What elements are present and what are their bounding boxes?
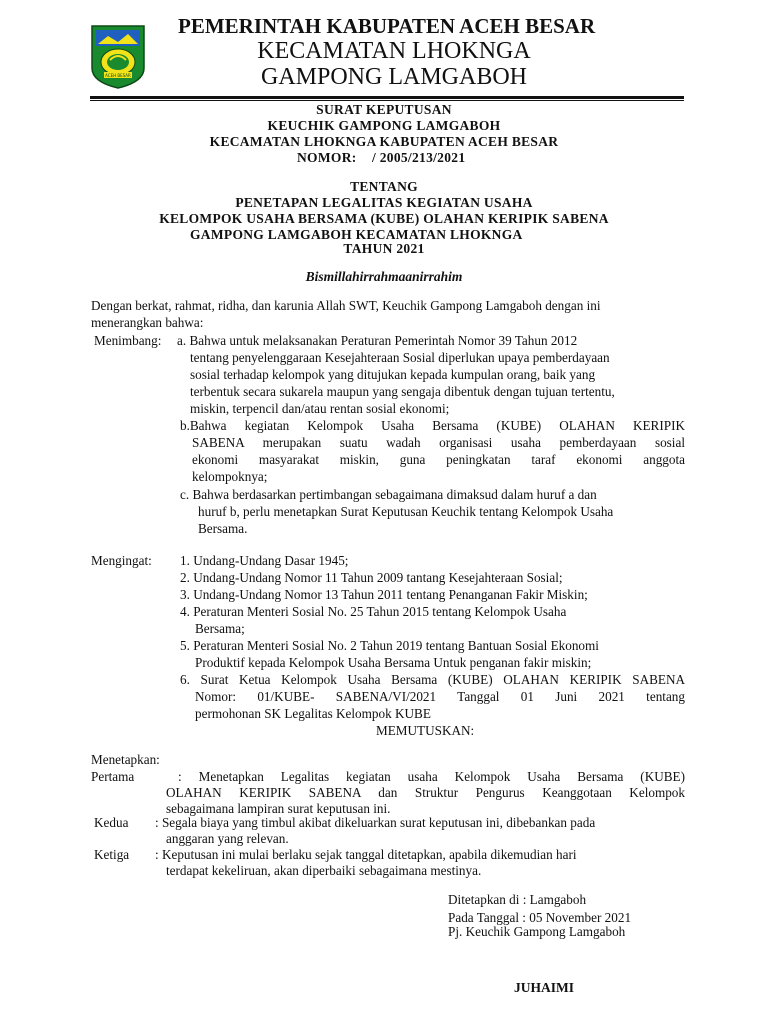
bismillah: Bismillahirrahmaanirrahim (305, 269, 463, 284)
pertama-line: : Menetapkan Legalitas kegiatan usaha Kelompok Usaha Bersama (KUBE) (178, 769, 685, 784)
mengingat-item: Produktif kepada Kelompok Usaha Bersama Untuk penganan fakir miskin; (195, 655, 592, 670)
header-rule-thick (90, 96, 684, 99)
subject-line-4: TAHUN 2021 (343, 241, 425, 256)
menimbang-a-line: sosial terhadap kelompok yang ditujukan kepada kumpulan orang, baik yang (190, 367, 596, 382)
kedua-line: anggaran yang relevan. (166, 831, 289, 846)
intro-line-2: menerangkan bahwa: (91, 315, 204, 330)
mengingat-item: Bersama; (195, 621, 245, 636)
nomor-label: NOMOR: (297, 150, 357, 165)
pertama-label: Pertama (91, 769, 135, 784)
svg-text:ACEH BESAR: ACEH BESAR (105, 73, 131, 78)
title-surat-keputusan: SURAT KEPUTUSAN (316, 102, 452, 117)
title-keuchik: KEUCHIK GAMPONG LAMGABOH (267, 118, 501, 133)
menimbang-b-line: SABENA merupakan suatu wadah organisasi usaha pemberdayaan sosial (192, 435, 685, 450)
signatory-title: Pj. Keuchik Gampong Lamgaboh (448, 924, 626, 939)
menimbang-c-line: Bersama. (198, 521, 248, 536)
menimbang-a-line: tentang penyelenggaraan Kesejahteraan Sosial diperlukan upaya pemberdayaan (190, 350, 610, 365)
ketiga-line: terdapat kekeliruan, akan diperbaiki sebagaimana mestinya. (166, 863, 482, 878)
header-rule-thin (90, 100, 684, 101)
subject-line-3: GAMPONG LAMGABOH KECAMATAN LHOKNGA (190, 227, 523, 242)
intro-line-1: Dengan berkat, rahmat, ridha, dan karunia Allah SWT, Keuchik Gampong Lamgaboh dengan ini (91, 298, 601, 313)
mengingat-item: 6. Surat Ketua Kelompok Usaha Bersama (KUBE) OLAHAN KERIPIK SABENA (180, 672, 685, 687)
menetapkan-label: Menetapkan: (91, 752, 160, 767)
kedua-label: Kedua (94, 815, 129, 830)
mengingat-item: 2. Undang-Undang Nomor 11 Tahun 2009 tantang Kesejahteraan Sosial; (180, 570, 563, 585)
menimbang-a-line: miskin, terpencil dan/atau rentan sosial ekonomi; (190, 401, 450, 416)
nomor-value: / 2005/213/2021 (372, 150, 466, 165)
pada-tanggal: Pada Tanggal : 05 November 2021 (448, 910, 632, 925)
ketiga-line: : Keputusan ini mulai berlaku sejak tanggal ditetapkan, apabila dikemudian hari (155, 847, 577, 862)
memutuskan-heading: MEMUTUSKAN: (376, 723, 475, 738)
menimbang-c-line: c. Bahwa berdasarkan pertimbangan sebagaimana dimaksud dalam huruf a dan (180, 487, 597, 502)
subject-line-1: PENETAPAN LEGALITAS KEGIATAN USAHA (235, 195, 533, 210)
menimbang-c-line: huruf b, perlu menetapkan Surat Keputusan Keuchik tentang Kelompok Usaha (198, 504, 614, 519)
title-kecamatan: KECAMATAN LHOKNGA KABUPATEN ACEH BESAR (209, 134, 559, 149)
kedua-line: : Segala biaya yang timbul akibat dikeluarkan surat keputusan ini, dibebankan pada (155, 815, 596, 830)
menimbang-b-line: kelompoknya; (192, 469, 268, 484)
mengingat-item: 4. Peraturan Menteri Sosial No. 25 Tahun 2015 tentang Kelompok Usaha (180, 604, 567, 619)
ditetapkan-di: Ditetapkan di : Lamgaboh (448, 892, 587, 907)
subject-line-2: KELOMPOK USAHA BERSAMA (KUBE) OLAHAN KERIPIK SABENA (159, 211, 609, 226)
mengingat-item: 3. Undang-Undang Nomor 13 Tahun 2011 tentang Penanganan Fakir Miskin; (180, 587, 588, 602)
mengingat-item: 1. Undang-Undang Dasar 1945; (180, 553, 349, 568)
tentang-heading: TENTANG (350, 179, 418, 194)
signatory-name: JUHAIMI (514, 980, 574, 995)
menimbang-a-line: a. Bahwa untuk melaksanakan Peraturan Pemerintah Nomor 39 Tahun 2012 (177, 333, 578, 348)
pertama-line: OLAHAN KERIPIK SABENA dan Struktur Pengurus Keanggotaan Kelompok (166, 785, 685, 800)
mengingat-item: Nomor: 01/KUBE- SABENA/VI/2021 Tanggal 01 Juni 2021 tentang (195, 689, 685, 704)
menimbang-a-line: terbentuk secara sukarela maupun yang sengaja dibentuk dengan tujuan tertentu, (190, 384, 615, 399)
pertama-line: sebagaimana lampiran surat keputusan ini. (166, 801, 391, 816)
header-kecamatan: KECAMATAN LHOKNGA (257, 38, 531, 64)
ketiga-label: Ketiga (94, 847, 130, 862)
header-government: PEMERINTAH KABUPATEN ACEH BESAR (178, 14, 596, 38)
menimbang-b-line: ekonomi masyarakat miskin, guna peningkatan taraf ekonomi anggota (192, 452, 685, 467)
mengingat-label: Mengingat: (91, 553, 152, 568)
header-gampong: GAMPONG LAMGABOH (260, 64, 527, 90)
mengingat-item: permohonan SK Legalitas Kelompok KUBE (195, 706, 431, 721)
menimbang-b-line: b.Bahwa kegiatan Kelompok Usaha Bersama (KUBE) OLAHAN KERIPIK (180, 418, 685, 433)
mengingat-item: 5. Peraturan Menteri Sosial No. 2 Tahun 2019 tentang Bantuan Sosial Ekonomi (180, 638, 599, 653)
menimbang-label: Menimbang: (94, 333, 162, 348)
